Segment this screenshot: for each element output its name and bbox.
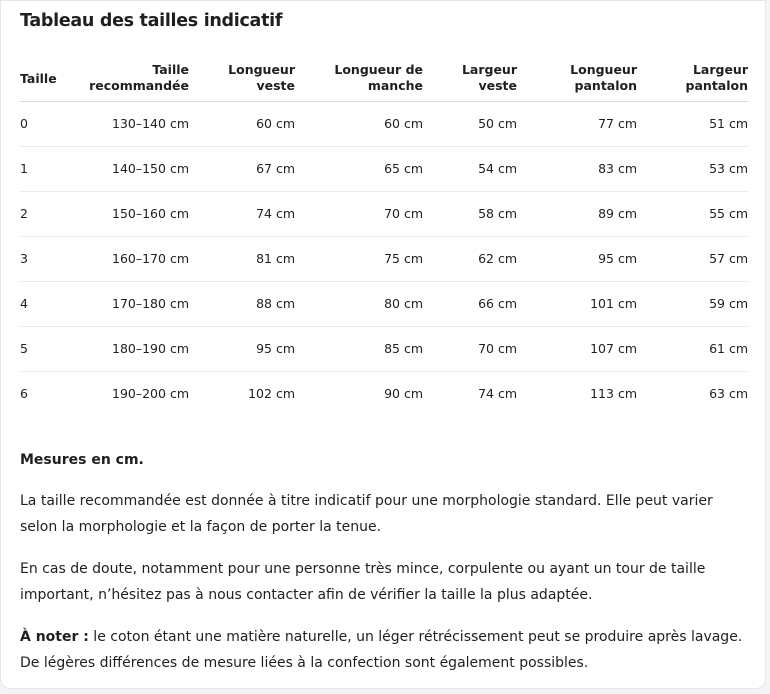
measure-cell: 85 cm xyxy=(295,326,423,371)
column-header xyxy=(295,58,423,101)
measure-cell: 83 cm xyxy=(517,146,637,191)
column-header-line: Taille xyxy=(20,71,57,87)
measure-cell: 81 cm xyxy=(189,236,295,281)
column-header xyxy=(637,58,748,101)
measure-cell: 65 cm xyxy=(295,146,423,191)
measure-cell: 54 cm xyxy=(423,146,517,191)
column-header-line: manche xyxy=(367,78,423,93)
column-header-line: pantalon xyxy=(574,78,637,93)
measure-cell: 107 cm xyxy=(517,326,637,371)
size-table-header xyxy=(20,58,748,101)
column-header-line: veste xyxy=(256,78,295,93)
header-row xyxy=(20,58,748,101)
measure-cell: 53 cm xyxy=(637,146,748,191)
measure-cell: 63 cm xyxy=(709,386,748,402)
column-header-line: Largeur xyxy=(461,62,517,77)
measure-cell: 75 cm xyxy=(295,236,423,281)
table-row xyxy=(20,236,748,281)
column-header xyxy=(189,58,295,101)
table-row xyxy=(20,281,748,326)
size-cell: 5 xyxy=(20,326,84,371)
column-header-line: Longueur xyxy=(570,62,637,77)
measure-cell: 57 cm xyxy=(637,236,748,281)
size-cell: 0 xyxy=(20,101,84,146)
size-table xyxy=(20,58,748,416)
measure-cell: 102 cm xyxy=(248,386,295,402)
measure-cell: 180–190 cm xyxy=(84,326,189,371)
measure-cell: 74 cm xyxy=(478,386,517,402)
table-row xyxy=(20,371,748,416)
column-header xyxy=(84,58,189,101)
measure-cell: 190–200 cm xyxy=(112,386,189,402)
measure-cell: 160–170 cm xyxy=(84,236,189,281)
table-row xyxy=(20,146,748,191)
column-header xyxy=(20,58,84,101)
column-header-line: veste xyxy=(478,78,517,93)
measure-cell: 66 cm xyxy=(423,281,517,326)
measure-cell: 95 cm xyxy=(517,236,637,281)
size-cell: 1 xyxy=(20,146,84,191)
column-header-line: pantalon xyxy=(685,78,748,93)
size-cell: 4 xyxy=(20,281,84,326)
size-cell: 6 xyxy=(20,386,28,402)
measure-cell: 89 cm xyxy=(517,191,637,236)
size-cell: 3 xyxy=(20,236,84,281)
contact-paragraph: En cas de doute, notamment pour une personne très mince, corpulente ou ayant un tour de taille important, n’hésitez pas à nous contacter afin de vérifier la taille la plus adaptée. xyxy=(20,561,706,603)
measure-cell: 61 cm xyxy=(637,326,748,371)
measure-cell: 62 cm xyxy=(423,236,517,281)
measure-cell: 140–150 cm xyxy=(84,146,189,191)
measures-note: Mesures en cm. xyxy=(20,452,144,468)
measure-cell: 80 cm xyxy=(295,281,423,326)
column-header xyxy=(423,58,517,101)
column-header-line: Largeur xyxy=(692,62,748,77)
measure-cell: 74 cm xyxy=(189,191,295,236)
column-header-line: Longueur xyxy=(228,62,295,77)
column-header-line: Taille xyxy=(152,62,189,77)
measure-cell: 70 cm xyxy=(423,326,517,371)
measure-cell: 67 cm xyxy=(189,146,295,191)
measure-cell: 51 cm xyxy=(637,101,748,146)
page-title: Tableau des tailles indicatif xyxy=(20,11,283,31)
measure-cell: 90 cm xyxy=(384,386,423,402)
column-header-line: recommandée xyxy=(89,78,189,93)
recommendation-paragraph: La taille recommandée est donnée à titre indicatif pour une morphologie standard. Elle peut varier selon la morphologie et la façon de porter la tenue. xyxy=(20,493,713,535)
measure-cell: 113 cm xyxy=(590,386,637,402)
measure-cell: 101 cm xyxy=(517,281,637,326)
measure-cell: 170–180 cm xyxy=(84,281,189,326)
measure-cell: 59 cm xyxy=(637,281,748,326)
care-note-paragraph xyxy=(20,625,750,676)
table-row xyxy=(20,191,748,236)
measure-cell: 60 cm xyxy=(295,101,423,146)
measure-cell: 95 cm xyxy=(189,326,295,371)
measure-cell: 88 cm xyxy=(189,281,295,326)
size-cell: 2 xyxy=(20,191,84,236)
measure-cell: 55 cm xyxy=(637,191,748,236)
measure-cell: 70 cm xyxy=(295,191,423,236)
care-note-label: À noter : xyxy=(20,629,89,645)
table-row xyxy=(20,326,748,371)
measure-cell: 130–140 cm xyxy=(84,101,189,146)
column-header-line: Longueur de xyxy=(334,62,423,77)
measure-cell: 50 cm xyxy=(423,101,517,146)
size-table-body xyxy=(20,101,748,416)
table-row xyxy=(20,101,748,146)
measure-cell: 77 cm xyxy=(517,101,637,146)
column-header xyxy=(517,58,637,101)
care-note-text: le coton étant une matière naturelle, un léger rétrécissement peut se produire après lavage. De légères différences de mesure liées à la confection sont également possibles. xyxy=(20,629,743,671)
measure-cell: 60 cm xyxy=(189,101,295,146)
measure-cell: 150–160 cm xyxy=(84,191,189,236)
measure-cell: 58 cm xyxy=(423,191,517,236)
